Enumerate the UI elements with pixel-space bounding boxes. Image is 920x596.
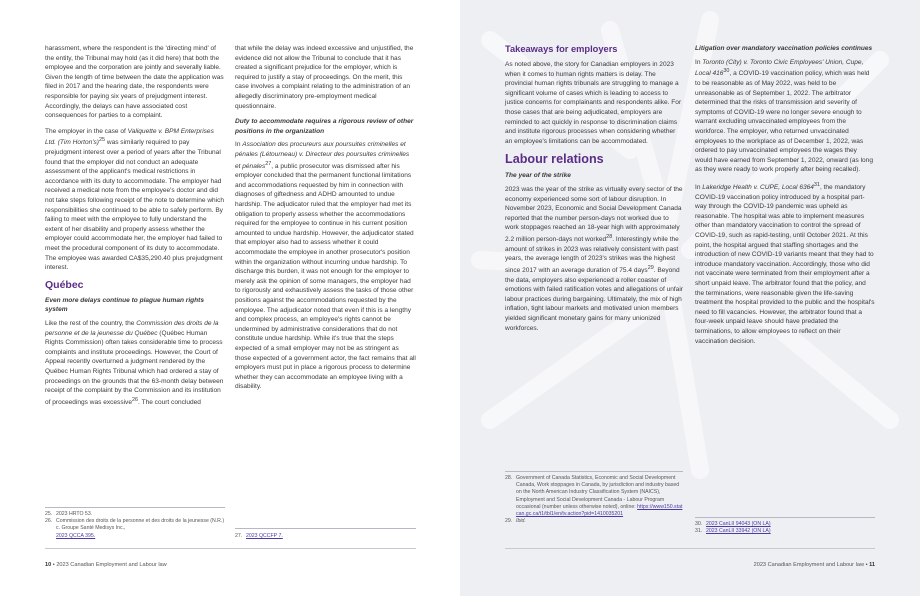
paragraph: The employer in the case of Valiquette v. BPM Enterprises Ltd. (Tim Horton's)$^{25}$ was similarly required to pay prejudgment interest over a period of years after the Tribunal found that the employer did not conduct an adequate assessment of the applicant's medical restrictions in accordance with its duty to accommodate. The employer had received a medical note from the employee's doctor and did not take steps following receipt of the note to determine which responsibilities she continued to be able to safely perform. By failing to meet with the employee to fully understand the extent of her disability and properly assess whether the employer could accommodate her, the employer had failed to meet the procedural component of its duty to accommodate. The employee was awarded CA$35,290.40 plus prejudgment interest. — [45, 127, 225, 272]
footnote: 29. Ibid. — [505, 518, 526, 525]
footnote-ref: 28 — [606, 233, 613, 240]
footnote-divider — [695, 517, 875, 518]
footnote-link[interactable]: https://www150.statcan.gc.ca/t1/tbl1/en/tv.action?pid=1410035201 — [516, 503, 683, 518]
right-column-2 — [695, 44, 875, 352]
footnote-link[interactable]: 2023 QCCFP 7. — [246, 533, 283, 539]
paragraph: 2023 was the year of the strike as virtually every sector of the economy experienced some sort of labour disruption. In November 2023, Economic and Social Development Canada reported that the number person-days not worked due to work stoppages reached an 18-year high with approximately 2.2 million person-days not worked$^{28}$. Interestingly while the amount of strikes in 2023 was relatively consistent with past years, the average length of 2023's strikes was the highest since 2017 with an average duration of 75.4 days$^{29}$. Beyond the data, employers also experienced a roller coaster of emotions with failed ratification votes and allegations of unfair labour practices during bargaining. Ultimately, the mix of high inflation, tight labour markets and motivated union members yielded significant monetary gains for many unionized workforces. — [505, 185, 683, 332]
section-heading-takeaways: Takeaways for employers — [505, 44, 618, 54]
footnotes-right-1 — [505, 475, 683, 525]
page-number: 11 — [869, 562, 875, 568]
footnotes-left-1 — [45, 511, 225, 540]
footnote-divider — [505, 471, 683, 472]
footer-divider — [505, 548, 875, 549]
footer-right: 2023 Canadian Employment and Labour law • 11 — [753, 562, 875, 568]
footnote: 30. 2023 CanLII 94043 (ON LA) — [695, 521, 771, 527]
footnotes-right-2 — [695, 521, 875, 535]
footnote-ref: 29 — [647, 264, 654, 271]
subheading: Litigation over mandatory vaccination policies continues — [695, 45, 873, 52]
footnote-ref: 31 — [813, 181, 820, 188]
paragraph: that while the delay was indeed excessive and unjustified, the evidence did not allow the Tribunal to conclude that it has created a significant prejudice for the employer, which is required to justify a stay of proceedings. On the merit, this case involves a complaint relating to the administration of an allegedly discriminatory pre-employment medical questionnaire. — [235, 45, 414, 110]
case-citation: Association des procureurs aux poursuites criminelles et pénales (Létourneau) v. Directeur des poursuites criminelles et pénales — [235, 141, 410, 170]
footer-divider — [45, 548, 416, 549]
footer-left: 10 • 2023 Canadian Employment and Labour law — [45, 562, 167, 568]
case-citation: Lakeridge Health v. CUPE, Local 6364 — [702, 184, 814, 192]
footnote: 26. Commission des droits de la personne et des droits de la jeunesse (N.R.) c. Groupe Santé Medisys Inc., 2023 QCCA 395. — [45, 518, 225, 539]
right-page — [460, 0, 920, 596]
footnote-link[interactable]: 2023 CanLII 94043 (ON LA) — [706, 521, 771, 527]
paragraph: harassment, where the respondent is the 'directing mind' of the entity, the Tribunal may hold (as it did here) that both the employee and the corporation are jointly and severally liable. Given the length of time between the date the application was filed in 2017 and the hearing date, the respondents were responsible for paying six years of prejudgment interest. Accordingly, the delays can have associated cost consequences for parties to a complaint. — [45, 45, 224, 120]
footnotes-left-2 — [235, 533, 416, 540]
paragraph: Like the rest of the country, the Commission des droits de la personne et de la jeunesse du Québec (Québec Human Rights Commission) often takes considerable time to process complaints and institute proceedings. However, the Court of Appeal recently overturned a judgment rendered by the Québec Human Rights Tribunal which had ordered a stay of proceedings on the grounds that the 63-month delay between receipt of the complaint by the Commission and its institution of proceedings was excessive$^{26}$. The court concluded — [45, 320, 224, 406]
case-citation: Commission des droits de la personne et de la jeunesse du Québec — [45, 320, 219, 337]
paragraph: In Association des procureurs aux poursuites criminelles et pénales (Létourneau) v. Directeur des poursuites criminelles et pénales$^{27}$, a public prosecutor was dismissed after his employer concluded that the permanent functional limitations and accommodations requested by him in connection with diagnoses of giftedness and ADHD amounted to undue hardship. The adjudicator ruled that the employer had met its obligation to properly assess whether the accommodations required for the employee to continue in his current position amounted to undue hardship. However, the adjudicator stated that employer also had to assess whether it could accommodate the employee in another prosecutor's position within the organization without incurring undue hardship. To discharge this burden, it was not enough for the employer to merely ask the opinion of some managers, the employer had to rigorously and exhaustively assess the tasks of those other positions against the accommodations requested by the employee. The adjudicator noted that even if this is a lengthy and complex process, an employee's rights cannot be undermined by administrative considerations that do not constitute undue hardship. While it's true that the steps expected of a small employer may not be as stringent as those expected of a government actor, the fact remains that all employers must put in place a rigorous process to determine whether they can accommodate an employee living with a disability. — [235, 141, 416, 391]
footer-title: 2023 Canadian Employment and Labour law — [56, 562, 167, 568]
left-column-1 — [45, 44, 225, 414]
subheading: Even more delays continue to plague human rights system — [45, 296, 204, 314]
section-heading-labour-relations: Labour relations — [505, 152, 604, 167]
footnote-ref: 30 — [723, 68, 730, 75]
footnote-link[interactable]: 2023 CanLII 33942 (ON LA) — [706, 528, 771, 535]
footnote-link[interactable]: 2023 QCCA 395. — [56, 532, 96, 539]
footnote: 31. 2023 CanLII 33942 (ON LA) — [695, 528, 771, 535]
right-column-1 — [505, 44, 683, 339]
paragraph: As noted above, the story for Canadian employers in 2023 when it comes to human rights matters is delay. The provincial human rights tribunals are struggling to manage a significant volume of cases which is leading to access to justice concerns for complainants and respondents alike. For those cases that are being adjudicated, employers are reminded to act quickly in response to discrimination claims and institute rigorous processes when considering whether an employee's limitations can be accommodated. — [505, 61, 682, 145]
paragraph: In Toronto (City) v. Toronto Civic Employees' Union, Cupe, Local $416^{30}$, a COVID-19 vaccination policy, which was held to be reasonable as of May 2022, was held to be unreasonable as of September 1, 2022. The arbitrator determined that the risks of transmission and severity of symptoms of COVID-19 were no longer severe enough to warrant excluding unvaccinated employees from the workforce. The employer, who returned unvaccinated employees to the workplace as of December 1, 2022, was ordered to pay unvaccinated employees the wages they would have earned from September 1, 2022, onward (as long as they were ready to work properly after being recalled). — [695, 58, 873, 174]
footnote-divider — [235, 528, 416, 529]
case-citation: Valiquette v. BPM Enterprises Ltd. (Tim Horton's) — [45, 127, 214, 147]
footer-title: 2023 Canadian Employment and Labour law — [753, 562, 864, 568]
paragraph: In Lakeridge Health v. CUPE, Local 6364$^{31}$, the mandatory COVID-19 vaccination policy introduced by a hospital part-way through the COVID-19 pandemic was upheld as reasonable. The hospital was able to implement measures other than mandatory vaccination to control the spread of COVID-19, such as rapid-testing, until October 2021. At this point, the hospital argued that staffing shortages and the introduction of new COVID-19 variants meant that they had to introduce mandatory vaccination. Accordingly, those who did not vaccinate were terminated from their employment after a short unpaid leave. The arbitrator found that the policy, and the terminations, were reasonable given the life-saving treatment the hospital provided to the public and the hospital's need to fill vacancies. However, the arbitrator found that a four-week unpaid leave should have predated the terminations, to allow employees to reflect on their vaccination decision. — [695, 181, 875, 345]
left-column-2 — [235, 44, 416, 398]
footnote-ref: 25 — [98, 137, 106, 144]
footnote-ref: 26 — [131, 396, 139, 403]
footnote: 28. Government of Canada Statistics, Economic and Social Development Canada, Work stoppages in Canada, by jurisdiction and industry based on the North American Industry Classification System (NAICS), Employment and Social Development Canada - Labour Program occasional (number unless otherwise noted), online: https://www150.statcan.gc.ca/t1/tbl1/en/tv.action?pid=1410035201 — [505, 475, 683, 518]
footnote-ref: 27 — [265, 160, 272, 167]
page-number: 10 — [45, 562, 52, 568]
subheading: The year of the strike — [505, 172, 571, 180]
case-citation: Toronto (City) v. Toronto Civic Employees' Union, Cupe, Local 416 — [695, 58, 864, 78]
section-heading-quebec: Québec — [45, 278, 84, 291]
footnote-divider — [45, 507, 225, 508]
footnote: 27. 2023 QCCFP 7. — [235, 533, 283, 539]
subheading: Duty to accommodate requires a rigorous review of other positions in the organization — [235, 118, 414, 135]
footnote: 25. 2023 HRTO 53. — [45, 511, 93, 517]
